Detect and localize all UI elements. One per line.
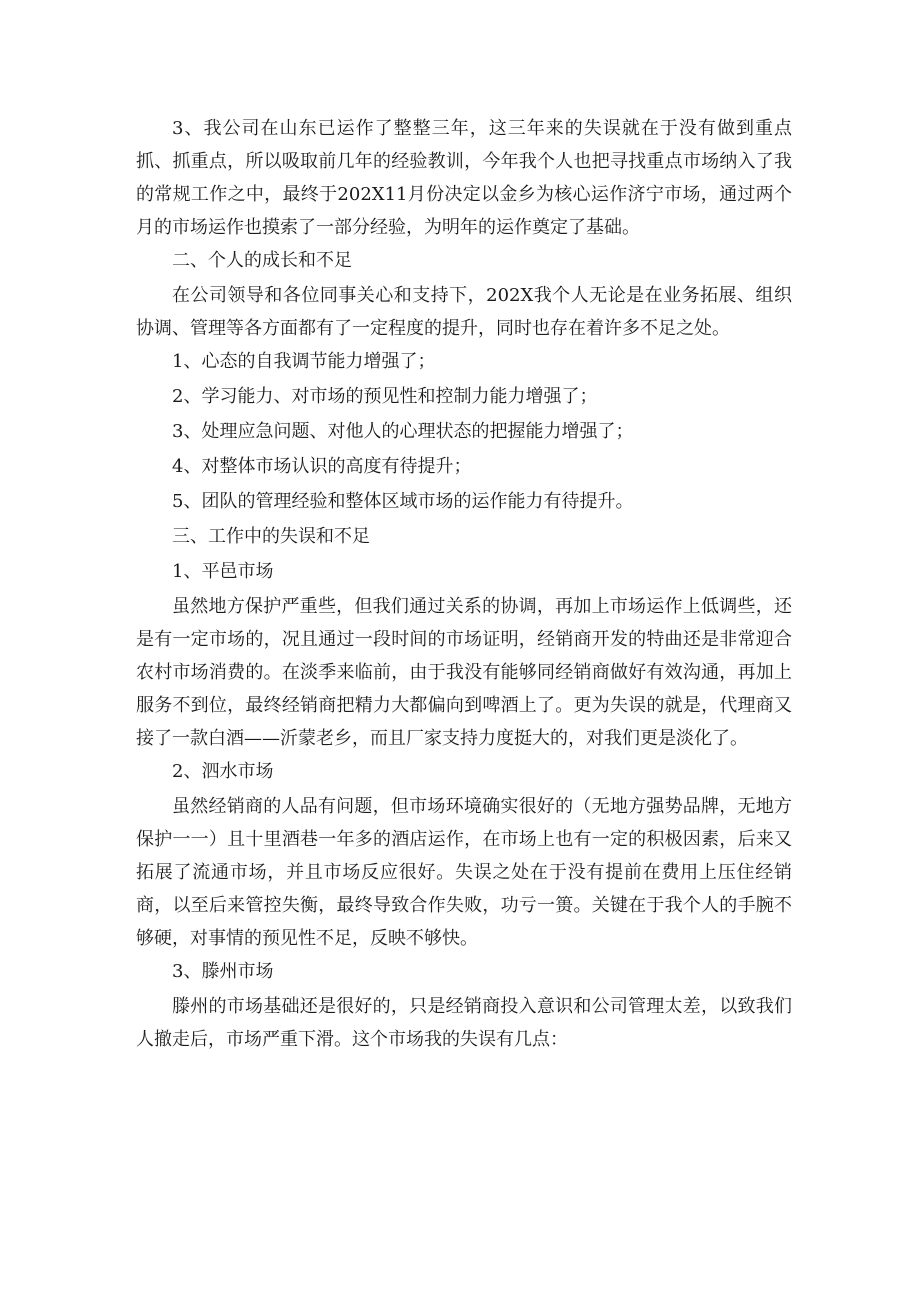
- subheading-pingyi-market: 1、平邑市场: [172, 561, 274, 582]
- subheading-sishui-market: 2、泗水市场: [172, 761, 274, 782]
- list-item-growth-3: 3、处理应急问题、对他人的心理状态的把握能力增强了；: [172, 421, 634, 442]
- subheading-tengzhou-market: 3、滕州市场: [172, 961, 274, 982]
- paragraph-tengzhou-market: 滕州的市场基础还是很好的，只是经销商投入意识和公司管理太差，以致我们人撤走后，市场严重下滑。这个市场我的失误有几点：: [136, 996, 792, 1050]
- list-item-growth-5: 5、团队的管理经验和整体区域市场的运作能力有待提升。: [172, 491, 634, 512]
- paragraph-pingyi-market: 虽然地方保护严重些，但我们通过关系的协调，再加上市场运作上低调些，还是有一定市场的，况且通过一段时间的市场证明，经销商开发的特曲还是非常迎合农村市场消费的。在淡季来临前，由于我没有能够同经销商做好有效沟通，再加上服务不到位，最终经销商把精力大都偏向到啤酒上了。更为失误的就是，代理商又接了一款白酒——沂蒙老乡，而且厂家支持力度挺大的，对我们更是淡化了。: [136, 596, 792, 749]
- section-heading-growth: 二、个人的成长和不足: [172, 250, 352, 271]
- paragraph-shandong-summary: 3、我公司在山东已运作了整整三年，这三年来的失误就在于没有做到重点抓、抓重点，所以吸取前几年的经验教训，今年我个人也把寻找重点市场纳入了我的常规工作之中，最终于202X11月份决定以金乡为核心运作济宁市场，通过两个月的市场运作也摸索了一部分经验，为明年的运作奠定了基础。: [136, 118, 792, 238]
- document-page: [136, 112, 792, 1056]
- section-heading-mistakes: 三、工作中的失误和不足: [172, 526, 370, 547]
- paragraph-sishui-market: 虽然经销商的人品有问题，但市场环境确实很好的（无地方强势品牌，无地方保护一一）且十里酒巷一年多的酒店运作，在市场上也有一定的积极因素，后来又拓展了流通市场，并且市场反应很好。失误之处在于没有提前在费用上压住经销商，以至后来管控失衡，最终导致合作失败，功亏一篑。关键在于我个人的手腕不够硬，对事情的预见性不足，反映不够快。: [136, 796, 792, 949]
- list-item-growth-2: 2、学习能力、对市场的预见性和控制力能力增强了；: [172, 386, 598, 407]
- list-item-growth-1: 1、心态的自我调节能力增强了；: [172, 351, 436, 372]
- paragraph-growth-intro: 在公司领导和各位同事关心和支持下，202X我个人无论是在业务拓展、组织协调、管理等各方面都有了一定程度的提升，同时也存在着许多不足之处。: [136, 285, 792, 339]
- list-item-growth-4: 4、对整体市场认识的高度有待提升；: [172, 456, 472, 477]
